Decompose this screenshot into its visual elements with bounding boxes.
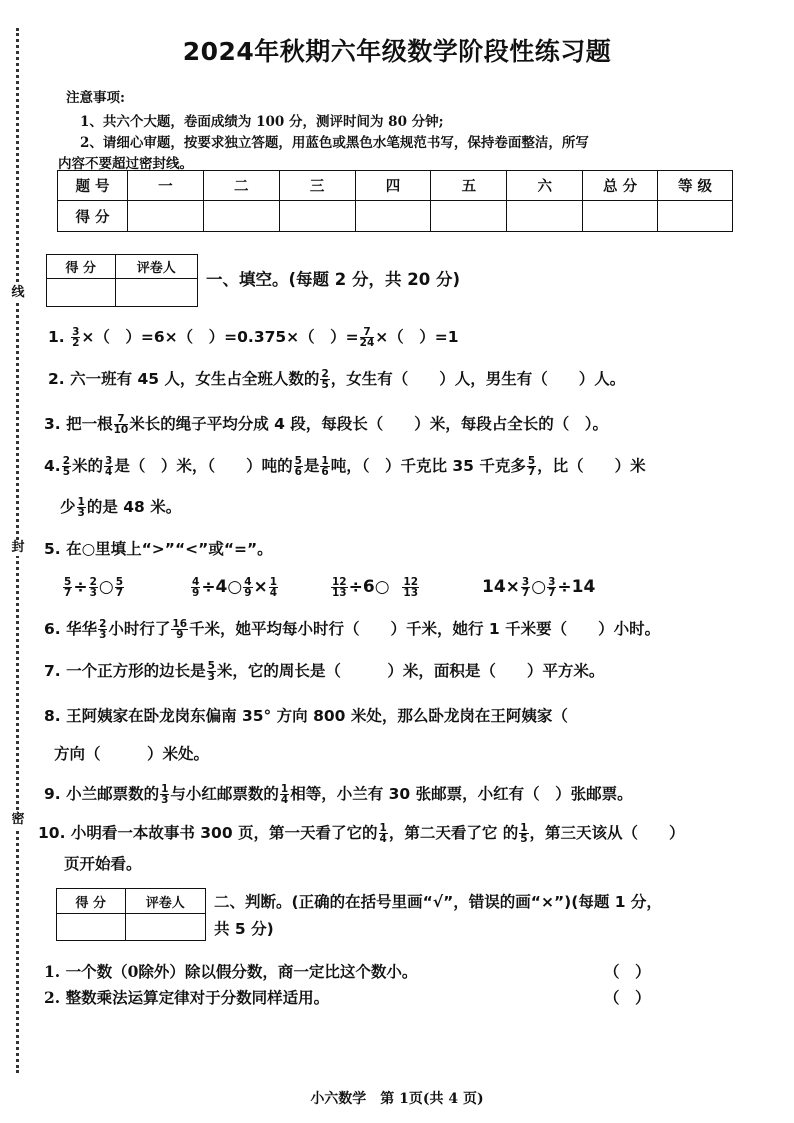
compare-expression-3: $\frac{12}{13}$ ÷6○ $\frac{12}{13}$ [332, 575, 419, 599]
score-cell[interactable] [658, 201, 733, 232]
score-cell[interactable] [203, 201, 279, 232]
score-box-label: 得 分 [57, 889, 126, 914]
question-4-line-2: 少 $\frac{1}{3}$ 的是 48 米。 [60, 496, 182, 519]
side-mark-mi: 密 [11, 812, 25, 827]
fraction: $\frac{1}{6}$ [321, 455, 329, 478]
score-box-label: 得 分 [47, 255, 116, 279]
judge-answer-bracket-2[interactable]: （ ） [604, 988, 651, 1007]
compare-circle[interactable]: ○ [227, 577, 243, 597]
page-footer: 小六数学 第 1页(共 4 页) [310, 1091, 484, 1107]
question-1: 1. $\frac{3}{2}$ ×（ ）=6×（ ）=0.375×（ ）= $\frac{7}{24}$ ×（ ）=1 [48, 326, 459, 349]
question-2: 2. 六一班有 45 人，女生占全班人数的 $\frac{2}{5}$ ，女生有（ ）人，男生有（ ）人。 [48, 368, 626, 391]
compare-circle[interactable]: ○ [531, 577, 547, 597]
fraction: $\frac{1}{5}$ [520, 822, 528, 845]
fraction: $\frac{16}{9}$ [172, 618, 188, 641]
fraction: $\frac{3}{2}$ [72, 326, 80, 349]
page-title: 2024年秋期六年级数学阶段性练习题 [182, 37, 612, 66]
section1-title: 一、填空。(每题 2 分，共 20 分) [206, 270, 461, 289]
fraction: $\frac{7}{10}$ [113, 413, 129, 436]
judge-answer-bracket-1[interactable]: （ ） [604, 962, 651, 981]
fraction: $\frac{5}{7}$ [64, 575, 72, 599]
section2-title: 二、判断。(正确的在括号里画“√”，错误的画“×”)(每题 1 分， [214, 893, 662, 911]
fraction: $\frac{5}{6}$ [294, 455, 302, 478]
question-10-line-2: 页开始看。 [64, 855, 142, 873]
fraction: $\frac{5}{7}$ [115, 575, 124, 599]
fraction: $\frac{12}{13}$ [403, 575, 419, 599]
fraction: $\frac{2}{3}$ [89, 575, 97, 599]
score-table-header: 总 分 [583, 171, 658, 201]
compare-circle[interactable]: ○ [98, 577, 114, 597]
fraction: $\frac{4}{9}$ [192, 575, 200, 599]
question-6: 6. 华华 $\frac{2}{3}$ 小时行了 $\frac{16}{9}$ 千米，她平均每小时行（ ）千米，她行 1 千米要（ ）小时。 [44, 618, 661, 641]
fraction: $\frac{4}{9}$ [244, 575, 252, 599]
fraction: $\frac{7}{24}$ [359, 326, 375, 349]
grader-box-label: 评卷人 [125, 889, 205, 914]
fraction: $\frac{1}{4}$ [379, 822, 387, 845]
question-10: 10. 小明看一本故事书 300 页，第一天看了它的 $\frac{1}{4}$ ，第二天看了它 的 $\frac{1}{5}$ ，第三天该从（ ） [38, 822, 685, 845]
question-4: 4. $\frac{2}{5}$ 米的 $\frac{3}{4}$ 是（ ）米，（ ）吨的 $\frac{5}{6}$ 是 $\frac{1}{6}$ 吨，（ ）千克比 35 千克多 $\frac{5}{7}$ ，比（ ）米 [44, 455, 646, 478]
section1-score-box [46, 254, 198, 307]
notes-heading: 注意事项: [66, 90, 125, 106]
compare-expression-1: $\frac{5}{7}$ ÷ $\frac{2}{3}$ ○ $\frac{5}{7}$ [64, 575, 124, 599]
question-3: 3. 把一根 $\frac{7}{10}$ 米长的绳子平均分成 4 段，每段长（ ）米，每段占全长的（ ）。 [44, 413, 609, 436]
score-table [57, 170, 733, 232]
score-table-header: 四 [355, 171, 431, 201]
notes-line-3: 内容不要超过密封线。 [58, 156, 193, 172]
compare-expression-2: $\frac{4}{9}$ ÷4○ $\frac{4}{9}$ × $\frac{1}{4}$ [192, 575, 278, 599]
fraction: $\frac{1}{3}$ [77, 496, 85, 519]
score-table-row-label: 得 分 [58, 201, 128, 232]
judge-item-2: 2. 整数乘法运算定律对于分数同样适用。 [44, 988, 330, 1007]
score-table-header: 题 号 [58, 171, 128, 201]
side-mark-xian: 线 [11, 285, 25, 300]
question-5: 5. 在○里填上“>”“<”或“=”。 [44, 540, 273, 558]
score-cell[interactable] [127, 201, 203, 232]
side-mark-feng: 封 [11, 540, 25, 555]
fraction: $\frac{5}{7}$ [527, 455, 536, 478]
fraction: $\frac{5}{3}$ [207, 660, 215, 683]
score-table-header: 二 [203, 171, 279, 201]
score-cell[interactable] [355, 201, 431, 232]
fraction: $\frac{2}{5}$ [321, 368, 329, 391]
score-cell[interactable] [431, 201, 507, 232]
fraction: $\frac{3}{7}$ [521, 575, 530, 599]
grader-box-cell[interactable] [115, 279, 197, 307]
score-table-header: 三 [279, 171, 355, 201]
fraction: $\frac{1}{4}$ [269, 575, 278, 599]
judge-item-1: 1. 一个数（0除外）除以假分数，商一定比这个数小。 [44, 962, 418, 981]
section2-title-line-2: 共 5 分) [214, 920, 274, 938]
score-box-cell[interactable] [47, 279, 116, 307]
fraction: $\frac{3}{4}$ [105, 455, 113, 478]
score-cell[interactable] [507, 201, 583, 232]
notes-line-1: 1、共六个大题，卷面成绩为 100 分，测评时间为 80 分钟; [80, 114, 444, 130]
fraction: $\frac{3}{7}$ [548, 575, 556, 599]
fraction: $\frac{2}{5}$ [62, 455, 70, 478]
grader-box-label: 评卷人 [115, 255, 197, 279]
fraction: $\frac{12}{13}$ [332, 575, 347, 599]
compare-expression-4: 14× $\frac{3}{7}$ ○ $\frac{3}{7}$ ÷14 [482, 575, 596, 599]
compare-circle[interactable]: ○ [374, 577, 390, 597]
question-9: 9. 小兰邮票数的 $\frac{1}{3}$ 与小红邮票数的 $\frac{1}{4}$ 相等，小兰有 30 张邮票，小红有（ ）张邮票。 [44, 783, 633, 806]
question-7: 7. 一个正方形的边长是 $\frac{5}{3}$ 米，它的周长是（ ）米，面积是（ ）平方米。 [44, 660, 605, 683]
score-box-cell[interactable] [57, 914, 126, 941]
score-cell[interactable] [583, 201, 658, 232]
section2-score-box [56, 888, 206, 941]
notes-line-2: 2、请细心审题，按要求独立答题，用蓝色或黑色水笔规范书写，保持卷面整洁，所写 [80, 135, 589, 151]
score-table-header: 六 [507, 171, 583, 201]
score-cell[interactable] [279, 201, 355, 232]
score-table-header: 五 [431, 171, 507, 201]
score-table-header: 一 [127, 171, 203, 201]
score-table-header: 等 级 [658, 171, 733, 201]
grader-box-cell[interactable] [125, 914, 205, 941]
fraction: $\frac{1}{3}$ [161, 783, 169, 806]
question-8: 8. 王阿姨家在卧龙岗东偏南 35° 方向 800 米处，那么卧龙岗在王阿姨家（ [44, 707, 568, 725]
fraction: $\frac{1}{4}$ [280, 783, 289, 806]
fraction: $\frac{2}{3}$ [99, 618, 107, 641]
question-8-line-2: 方向（ ）米处。 [54, 745, 210, 763]
